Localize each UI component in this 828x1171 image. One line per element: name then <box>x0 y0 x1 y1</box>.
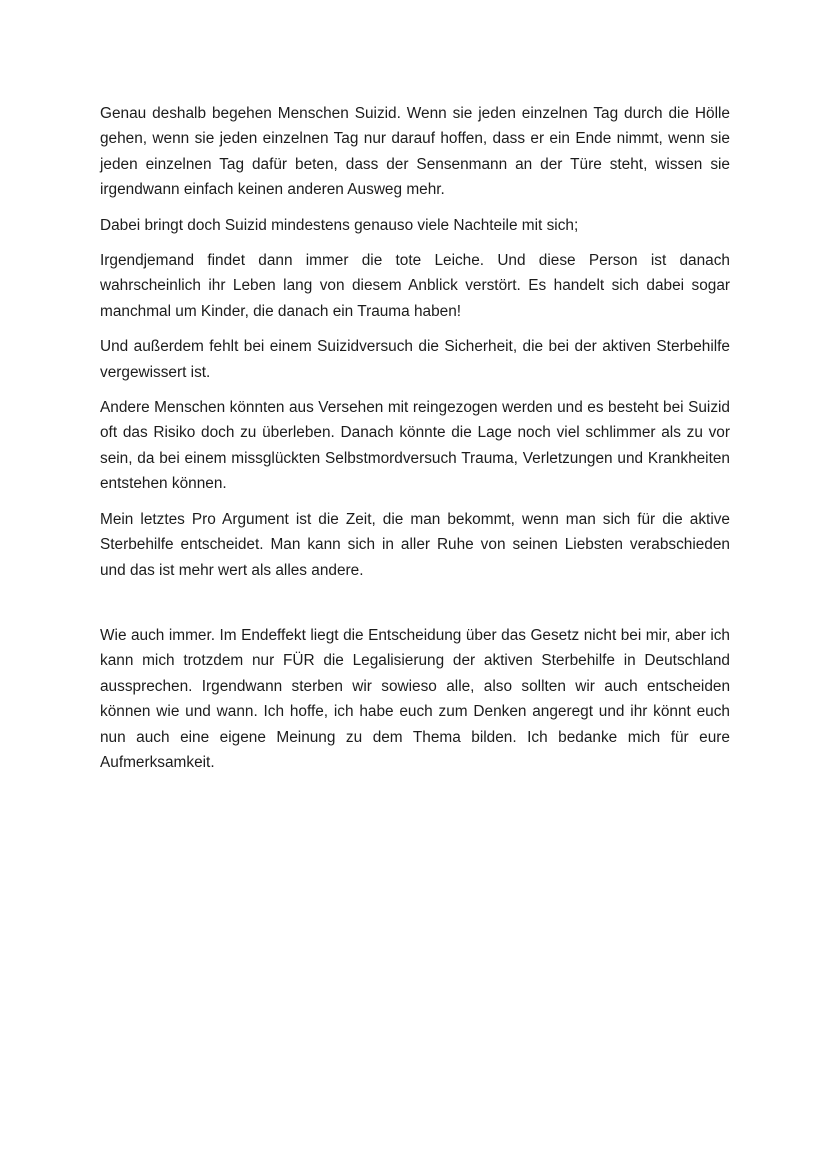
paragraph-risiko: Andere Menschen könnten aus Versehen mit reingezogen werden und es besteht bei Suizid oft das Risiko doch zu überleben. Danach könnte die Lage noch viel schlimmer als zu vor sein, da bei einem missglückten Selbstmordversuch Trauma, Verletzungen und Krankheiten entstehen können. <box>100 399 730 493</box>
paragraph-fazit: Wie auch immer. Im Endeffekt liegt die Entscheidung über das Gesetz nicht bei mir, aber ich kann mich trotzdem nur FÜR die Legalisierung der aktiven Sterbehilfe in Deutschland aussprechen. Irgendwann sterben wir sowieso alle, also sollten wir auch entscheiden können wie und wann. Ich hoffe, ich habe euch zum Denken angeregt und ihr könnt euch nun auch eine eigene Meinung zu dem Thema bilden. Ich bedanke mich für eure Aufmerksamkeit. <box>100 626 730 771</box>
paragraph-leiche: Irgendjemand findet dann immer die tote Leiche. Und diese Person ist danach wahrscheinlich ihr Leben lang von diesem Anblick verstört. Es handelt sich dabei sogar manchmal um Kinder, die danach ein Trauma haben! <box>100 252 730 320</box>
paragraph-sicherheit: Und außerdem fehlt bei einem Suizidversuch die Sicherheit, die bei der aktiven Sterbehilfe vergewissert ist. <box>100 338 730 381</box>
paragraph-suizid-gruende: Genau deshalb begehen Menschen Suizid. Wenn sie jeden einzelnen Tag durch die Hölle gehen, wenn sie jeden einzelnen Tag nur darauf hoffen, dass er ein Ende nimmt, wenn sie jeden einzelnen Tag dafür beten, dass der Sensenmann an der Türe steht, wissen sie irgendwann einfach keinen anderen Ausweg mehr. <box>100 105 730 199</box>
document-body <box>100 101 730 785</box>
paragraph-pro-argument-zeit: Mein letztes Pro Argument ist die Zeit, die man bekommt, wenn man sich für die aktive Sterbehilfe entscheidet. Man kann sich in aller Ruhe von seinen Liebsten verabschieden und das ist mehr wert als alles andere. <box>100 510 730 579</box>
paragraph-nachteile-intro: Dabei bringt doch Suizid mindestens genauso viele Nachteile mit sich; <box>100 216 579 234</box>
